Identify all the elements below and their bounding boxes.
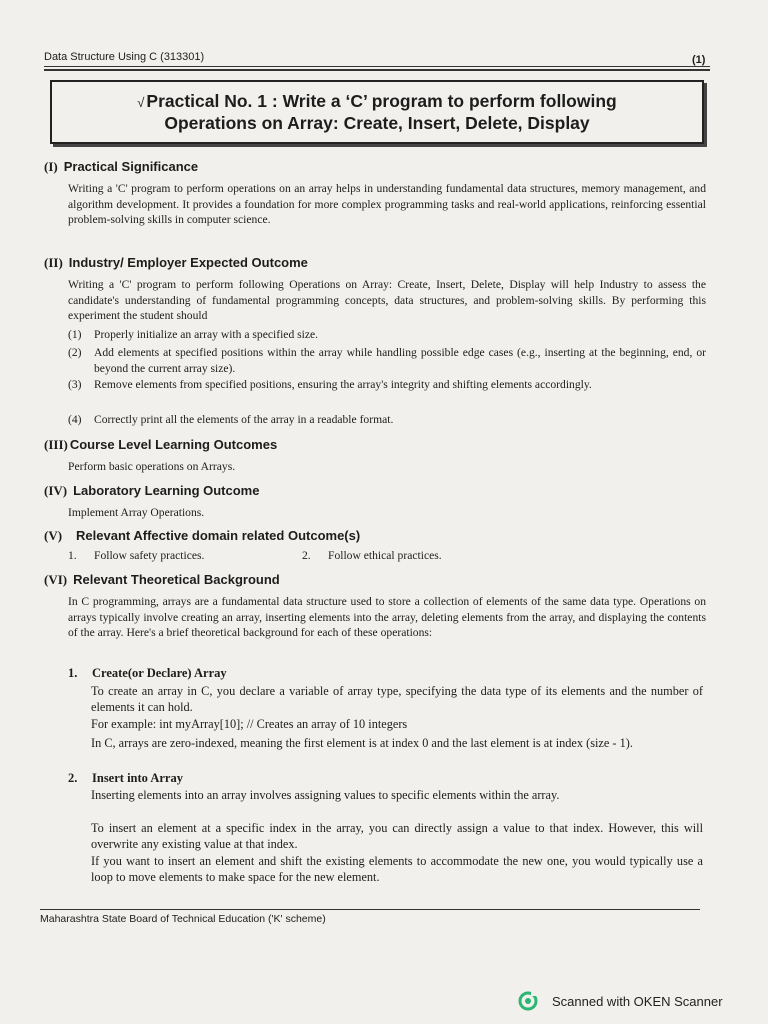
list-item: 1. Follow safety practices. [68,549,205,562]
topic-insert-para-2: To insert an element at a specific index in the array, you can directly assign a value to that index. However, this will overwrite any existing value at that index. [91,821,703,851]
running-header-course: Data Structure Using C (313301) [44,51,205,63]
topic-create-para-1: To create an array in C, you declare a variable of array type, specifying the data type of its elements and the number of elements it can hold. [91,684,703,714]
section-heading-4: (IV) Laboratory Learning Outcome [44,483,260,498]
oken-scanner-logo-icon [518,991,538,1011]
page-number: (1) [692,54,706,66]
practical-title-line-2: Operations on Array: Create, Insert, Delete, Display [164,113,590,133]
section-heading-1: (I) Practical Significance [44,159,199,174]
section-2-text: Writing a 'C' program to perform following Operations on Array: Create, Insert, Delete, Display will help Industry to assess the candidate's understanding of fundamental programming concepts, data structures, and problem-solving skills. By performing this experiment the student should [68,278,706,322]
list-item: (2) Add elements at specified positions within the array while handling possible edge cases (e.g., inserting at the beginning, end, or beyond the current array size). [68,346,706,375]
practical-title-box [50,80,704,144]
topic-create-para-3: In C, arrays are zero-indexed, meaning the first element is at index 0 and the last element is at index (size - 1). [91,736,633,750]
list-item: (1) Properly initialize an array with a specified size. [68,328,319,341]
scanner-label: Scanned with OKEN Scanner [552,993,723,1009]
topic-heading-insert: 2. Insert into Array [68,771,183,785]
section-heading-2: (II) Industry/ Employer Expected Outcome [44,255,308,270]
page-footer: Maharashtra State Board of Technical Education ('K' scheme) [40,913,326,925]
section-3-text: Perform basic operations on Arrays. [68,460,236,473]
scanner-watermark [518,991,723,1011]
section-heading-6: (VI) Relevant Theoretical Background [44,572,280,587]
topic-heading-create: 1. Create(or Declare) Array [68,666,227,680]
topic-insert-para-3: If you want to insert an element and shift the existing elements to accommodate the new one, you would typically use a loop to move elements to make space for the new element. [91,854,703,884]
section-heading-3: (III) Course Level Learning Outcomes [44,437,278,452]
list-item: 2. Follow ethical practices. [302,549,442,562]
header-rule-thick [44,69,710,71]
list-item: (3) Remove elements from specified positions, ensuring the array's integrity and shifting elements accordingly. [68,378,592,391]
check-mark: √ [137,95,145,110]
list-item: (4) Correctly print all the elements of the array in a readable format. [68,413,394,426]
practical-title-line-1: √ Practical No. 1 : Write a ‘C’ program to perform following [137,91,617,111]
header-rule [44,66,710,67]
topic-create-para-2: For example: int myArray[10]; // Creates an array of 10 integers [91,717,408,731]
section-heading-5: (V) Relevant Affective domain related Outcome(s) [44,528,361,543]
topic-insert-para-1: Inserting elements into an array involves assigning values to specific elements within the array. [91,788,560,802]
section-6-text: In C programming, arrays are a fundamental data structure used to store a collection of elements of the same data type. Operations on arrays typically involve creating an array, inserting elements into the array, deleting elements from the array, and displaying the contents of the array. Here's a brief theoretical background for each of these operations: [68,595,706,639]
section-4-text: Implement Array Operations. [68,506,205,519]
footer-rule [40,909,700,910]
section-1-text: Writing a 'C' program to perform operations on an array helps in understanding fundamental data structures, memory management, and algorithm development. It provides a foundation for more complex programming tasks and real-world applications, reinforcing essential problem-solving skills in computer science. [68,182,706,226]
